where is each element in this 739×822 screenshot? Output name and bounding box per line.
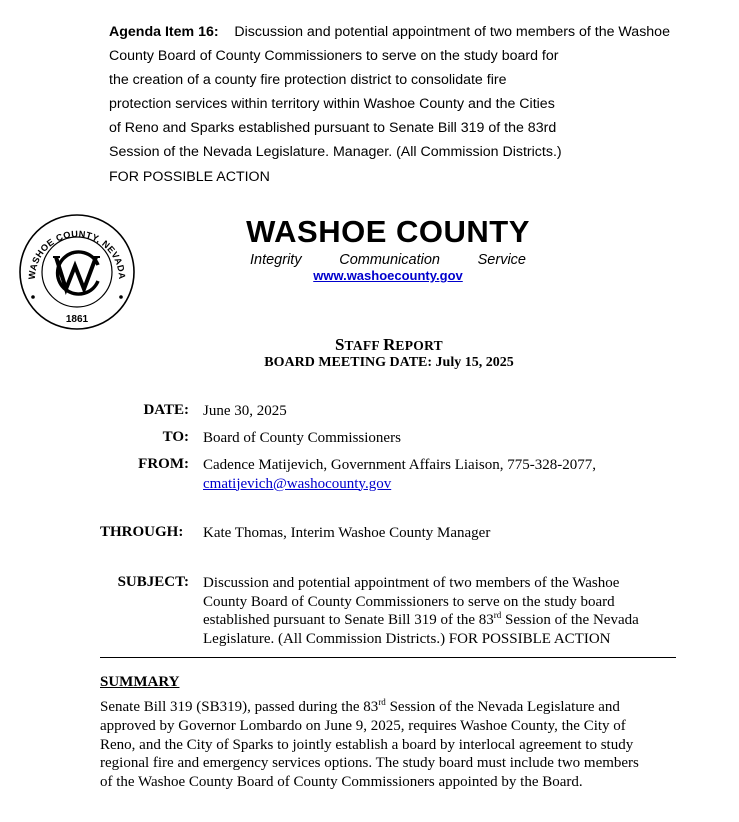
to-label: TO:: [162, 429, 189, 445]
agenda-line: County Board of County Commissioners to serve on the study board for: [109, 48, 559, 65]
from-value: [203, 456, 596, 493]
through-value: Kate Thomas, Interim Washoe County Manager: [203, 525, 491, 541]
agenda-line: of Reno and Sparks established pursuant to Senate Bill 319 of the 83rd: [109, 120, 557, 137]
from-email-link[interactable]: cmatijevich@washocounty.gov: [203, 475, 392, 492]
agenda-line: Session of the Nevada Legislature. Manager. (All Commission Districts.): [109, 144, 562, 161]
summary-body: Senate Bill 319 (SB319), passed during the 83rd Session of the Nevada Legislature and approved by Governor Lombardo on June 9, 2025, requires Washoe County, the City of Reno, and the City of Sparks to jointly establish a board by interlocal agreement to study regional fire and emergency services options. The study board must include two members of the Washoe County Board of County Commissioners appointed by the Board.: [100, 697, 639, 791]
section-divider: [100, 657, 676, 658]
from-label: FROM:: [138, 456, 189, 472]
agenda-item: [109, 20, 709, 189]
agenda-line: the creation of a county fire protection district to consolidate fire: [109, 72, 507, 89]
county-name: WASHOE COUNTY: [246, 214, 530, 249]
seal-top-text: WASHOE COUNTY, NEVADA: [26, 228, 128, 280]
summary-heading: SUMMARY: [100, 674, 180, 690]
county-seal-logo: [18, 213, 136, 331]
to-value: Board of County Commissioners: [203, 430, 401, 446]
agenda-label: Agenda Item 16:: [109, 24, 219, 40]
through-label: THROUGH:: [100, 524, 184, 540]
subject-value: Discussion and potential appointment of two members of the Washoe County Board of County Commissioners to serve on the study board established pursuant to Senate Bill 319 of the 83rd Session of the Nevada Legislature. (All Commission Districts.) FOR POSSIBLE ACTION: [203, 575, 639, 647]
date-label: DATE:: [143, 402, 189, 418]
county-values: [250, 252, 526, 268]
value-communication: Communication: [339, 252, 440, 268]
seal-year: 1861: [65, 314, 89, 325]
value-service: Service: [477, 252, 526, 268]
agenda-line: FOR POSSIBLE ACTION: [109, 168, 270, 185]
agenda-line: protection services within territory within Washoe County and the Cities: [109, 96, 555, 113]
staff-report-title: STAFF REPORT: [335, 335, 443, 354]
agenda-first-line: [109, 20, 709, 44]
board-meeting-date: BOARD MEETING DATE: July 15, 2025: [264, 355, 514, 370]
from-text: Cadence Matijevich, Government Affairs Liaison, 775-328-2077,: [203, 457, 596, 473]
date-value: June 30, 2025: [203, 403, 287, 419]
value-integrity: Integrity: [250, 252, 302, 268]
subject-label: SUBJECT:: [117, 574, 189, 590]
agenda-first-line-text: Discussion and potential appointment of two members of the Washoe: [234, 24, 670, 40]
county-website-link[interactable]: www.washoecounty.gov: [313, 268, 463, 283]
